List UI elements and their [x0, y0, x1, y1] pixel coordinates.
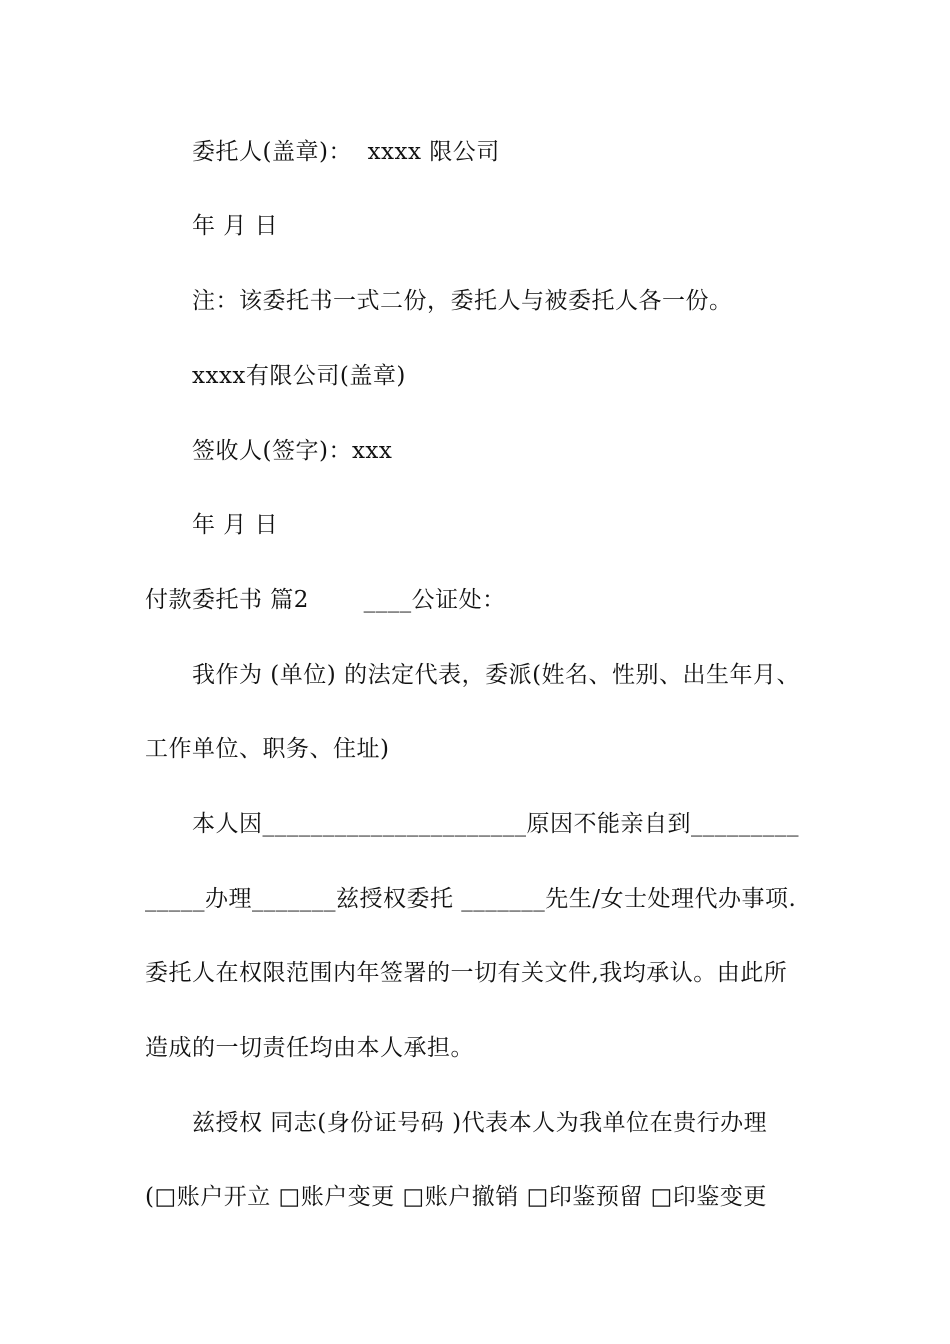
- paragraph-line: _____办理_______兹授权委托 _______先生/女士处理代办事项.: [145, 886, 797, 912]
- paragraph-line: 兹授权 同志(身份证号码 )代表本人为我单位在贵行办理: [192, 1110, 768, 1136]
- date-line: 年 月 日: [192, 512, 279, 538]
- paragraph-line: 本人因______________________原因不能亲自到_________: [192, 811, 799, 837]
- paragraph-line: 工作单位、职务、住址): [145, 736, 390, 762]
- paragraph-line: 造成的一切责任均由本人承担。: [145, 1035, 474, 1061]
- paragraph-line: 委托人在权限范围内年签署的一切有关文件,我均承认。由此所: [145, 960, 788, 986]
- note-line: 注：该委托书一式二份，委托人与被委托人各一份。: [192, 288, 733, 314]
- signatory-line: 委托人(盖章)： xxxx 限公司: [192, 139, 500, 165]
- receiver-signature-line: 签收人(签字)：xxx: [192, 438, 393, 464]
- section-heading: 付款委托书 篇2 ____公证处：: [145, 587, 506, 613]
- paragraph-line: 我作为 (单位) 的法定代表，委派(姓名、性别、出生年月、: [192, 662, 801, 688]
- date-line: 年 月 日: [192, 213, 279, 239]
- checkbox-options-line: (□账户开立 □账户变更 □账户撤销 □印鉴预留 □印鉴变更: [145, 1184, 767, 1210]
- company-seal-line: xxxx有限公司(盖章): [192, 363, 406, 389]
